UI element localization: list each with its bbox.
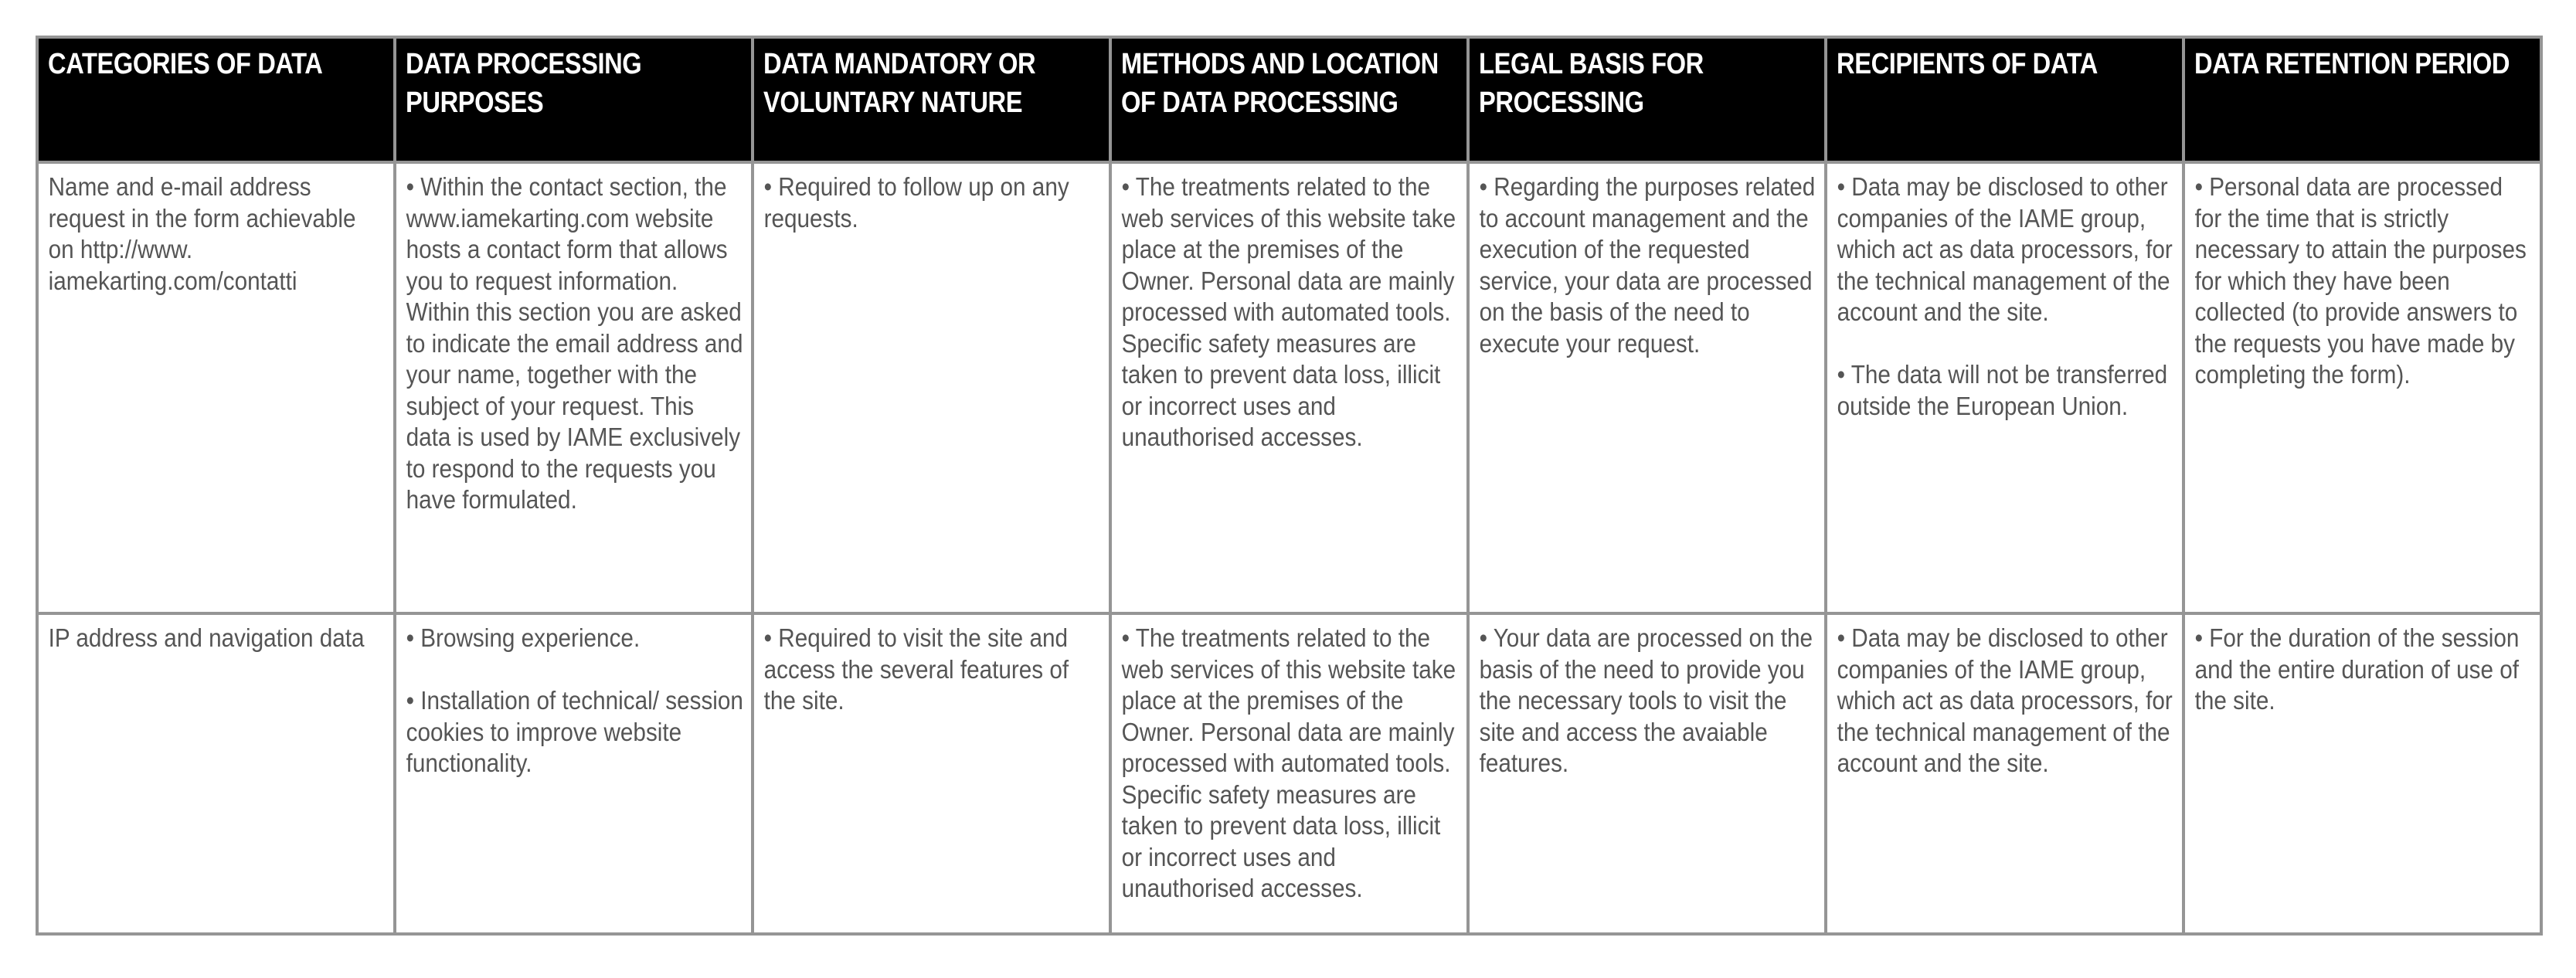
table-row [37, 613, 2541, 934]
cell-paragraph: • Within the contact section, the www.iamekarting.com website hosts a contact form that allows you to request information. Within this section you are asked to indicate the email address and your name, together with the subject of your request. This data is used by IAME exclusively to respond to the requests you have formulated. [406, 172, 743, 514]
cell-processing-purposes [395, 613, 753, 934]
header-data-retention-period [2183, 37, 2541, 162]
cell-paragraph: Name and e-mail address request in the form achievable on http://www. iamekarting.com/contatti [48, 172, 356, 295]
cell-paragraph: • The treatments related to the web services of this website take place at the premises of the Owner. Personal data are mainly processed with automated tools. Specific safety measures are taken to prevent data loss, illicit or incorrect uses and unauthorised accesses. [1121, 172, 1456, 451]
header-label: LEGAL BASIS FOR PROCESSING [1479, 48, 1704, 119]
cell-legal-basis [1468, 613, 1826, 934]
cell-paragraph: • Installation of technical/ session cookies to improve website functionality. [406, 686, 743, 777]
cell-categories-of-data [37, 162, 395, 613]
cell-paragraph: • For the duration of the session and the entire duration of use of the site. [2194, 623, 2520, 715]
cell-paragraph: • Regarding the purposes related to account management and the execution of the requested service, your data are processed on the basis of the need to execute your request. [1479, 172, 1816, 358]
cell-paragraph: • Data may be disclosed to other companies of the IAME group, which act as data processors, for the technical management of the account and the site. [1837, 623, 2173, 777]
header-label: RECIPIENTS OF DATA [1837, 48, 2098, 80]
header-label: CATEGORIES OF DATA [48, 48, 323, 80]
cell-retention-period [2183, 162, 2541, 613]
cell-paragraph: • Personal data are processed for the time that is strictly necessary to attain the purposes for which they have been collected (to provide answers to the requests you have made by completing the form). [2194, 172, 2527, 389]
cell-paragraph: • The treatments related to the web services of this website take place at the premises of the Owner. Personal data are mainly processed with automated tools. Specific safety measures are taken to prevent data loss, illicit or incorrect uses and unauthorised accesses. [1121, 623, 1456, 902]
header-recipients-of-data [1826, 37, 2183, 162]
cell-legal-basis [1468, 162, 1826, 613]
header-label: DATA PROCESSING PURPOSES [406, 48, 642, 119]
header-methods-and-location [1110, 37, 1468, 162]
privacy-data-table [36, 36, 2543, 936]
cell-retention-period [2183, 613, 2541, 934]
cell-processing-purposes [395, 162, 753, 613]
cell-methods-and-location [1110, 613, 1468, 934]
cell-paragraph: • The data will not be transferred outside the European Union. [1837, 360, 2168, 420]
cell-mandatory-or-voluntary [753, 162, 1110, 613]
header-data-processing-purposes [395, 37, 753, 162]
header-label: DATA RETENTION PERIOD [2194, 48, 2510, 80]
header-label: METHODS AND LOCATION OF DATA PROCESSING [1121, 48, 1439, 119]
cell-mandatory-or-voluntary [753, 613, 1110, 934]
cell-methods-and-location [1110, 162, 1468, 613]
header-legal-basis [1468, 37, 1826, 162]
cell-paragraph: • Data may be disclosed to other companies of the IAME group, which act as data processors, for the technical management of the account and the site. [1837, 172, 2173, 326]
cell-paragraph: • Required to visit the site and access the several features of the site. [763, 623, 1069, 715]
header-categories-of-data [37, 37, 395, 162]
table-header-row [37, 37, 2541, 162]
cell-recipients [1826, 613, 2183, 934]
header-mandatory-or-voluntary [753, 37, 1110, 162]
cell-paragraph: • Your data are processed on the basis of the need to provide you the necessary tools to visit the site and access the avaiable features. [1479, 623, 1813, 777]
cell-paragraph: • Browsing experience. [406, 623, 641, 652]
header-label: DATA MANDATORY OR VOLUNTARY NATURE [763, 48, 1036, 119]
cell-recipients [1826, 162, 2183, 613]
cell-paragraph: • Required to follow up on any requests. [763, 172, 1069, 233]
table-row [37, 162, 2541, 613]
cell-paragraph: IP address and navigation data [48, 623, 365, 652]
cell-categories-of-data [37, 613, 395, 934]
